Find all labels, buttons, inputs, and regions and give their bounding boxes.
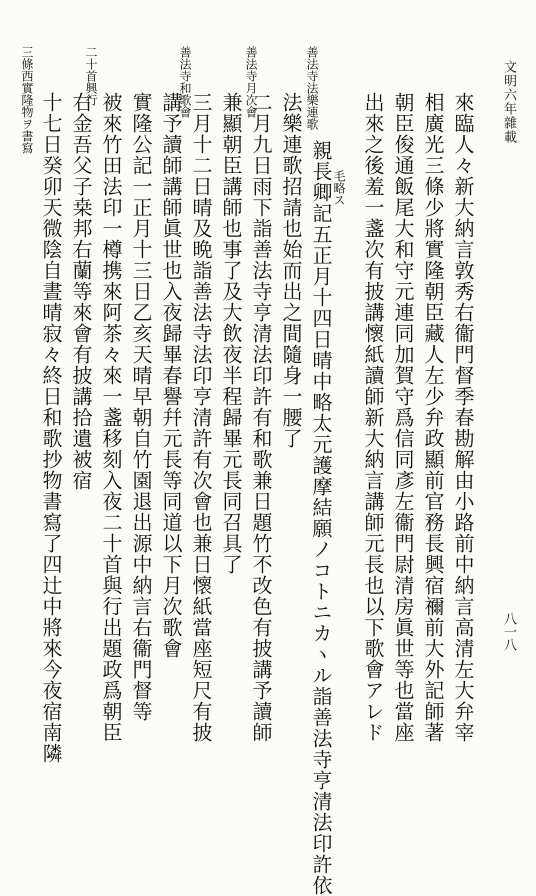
margin-note-2: 二十首興行 <box>84 46 98 106</box>
text-column-8: 二月九日雨下詣善法寺亨清法印許有和歌兼日題竹不改色有披講予讀師 <box>249 92 273 743</box>
text-column-15: 十七日癸卯天微陰自晝晴寂々終日和歌抄物書寫了四辻中將來今夜宿南隣 <box>39 92 63 764</box>
text-column-6: 親長卿記五正月十四日晴中略太元護摩結願ノコトニカヽル詣善法寺亨清法印許依 <box>309 140 333 896</box>
page-number: 八一八 <box>501 612 516 651</box>
running-header: 文明六年雜載 <box>501 60 516 144</box>
text-column-12: 實隆公記一正月十三日乙亥天晴早朝自竹園退出源中納言右衞門督等 <box>129 92 153 722</box>
text-column-3: 朝臣俊通飯尾大和守元連同加賀守爲信同彥左衞門尉清房眞世等也當座 <box>391 92 415 743</box>
text-column-2: 相廣光三條少將實隆朝臣藏人左少弁政顯前官務長興宿禰前大外記師著 <box>421 92 445 743</box>
text-column-4: 出來之後羞一盞次有披講懷紙讀師新大納言講師元長也以下歌會アレド <box>361 92 385 743</box>
margin-note-4: 善法寺月次會 <box>244 46 258 118</box>
text-column-14: 右金吾父子桒邦右蘭等來會有披講拾遺被宿 <box>69 92 93 491</box>
margin-note-1: 三條西實隆物ヲ書寫 <box>20 46 34 154</box>
text-column-11: 講予讀師講師眞世也入夜歸畢春譽幷元長等同道以下月次歌會 <box>159 92 183 659</box>
margin-note-5: 善法寺法樂連歌 <box>305 46 319 130</box>
text-column-1: 來臨人々新大納言敦秀右衞門督季春勘解由小路前中納言高清左大弁宰 <box>451 92 475 743</box>
text-column-5: 毛略ス <box>332 170 346 206</box>
text-column-9: 兼顯朝臣講師也事了及大飲夜半程歸畢元長同召具了 <box>219 92 243 575</box>
text-column-7: 法樂連歌招請也始而出之間隨身一腰了 <box>279 92 303 449</box>
margin-note-3: 善法寺和歌會 <box>178 46 192 118</box>
text-column-10: 三月十二日晴及晩詣善法寺法印亨清許有次會也兼日懷紙當座短尺有披 <box>189 92 213 743</box>
text-column-13: 被來竹田法印一樽携來阿茶々來一盞移刻入夜二十首與行出題政爲朝臣 <box>99 92 123 743</box>
